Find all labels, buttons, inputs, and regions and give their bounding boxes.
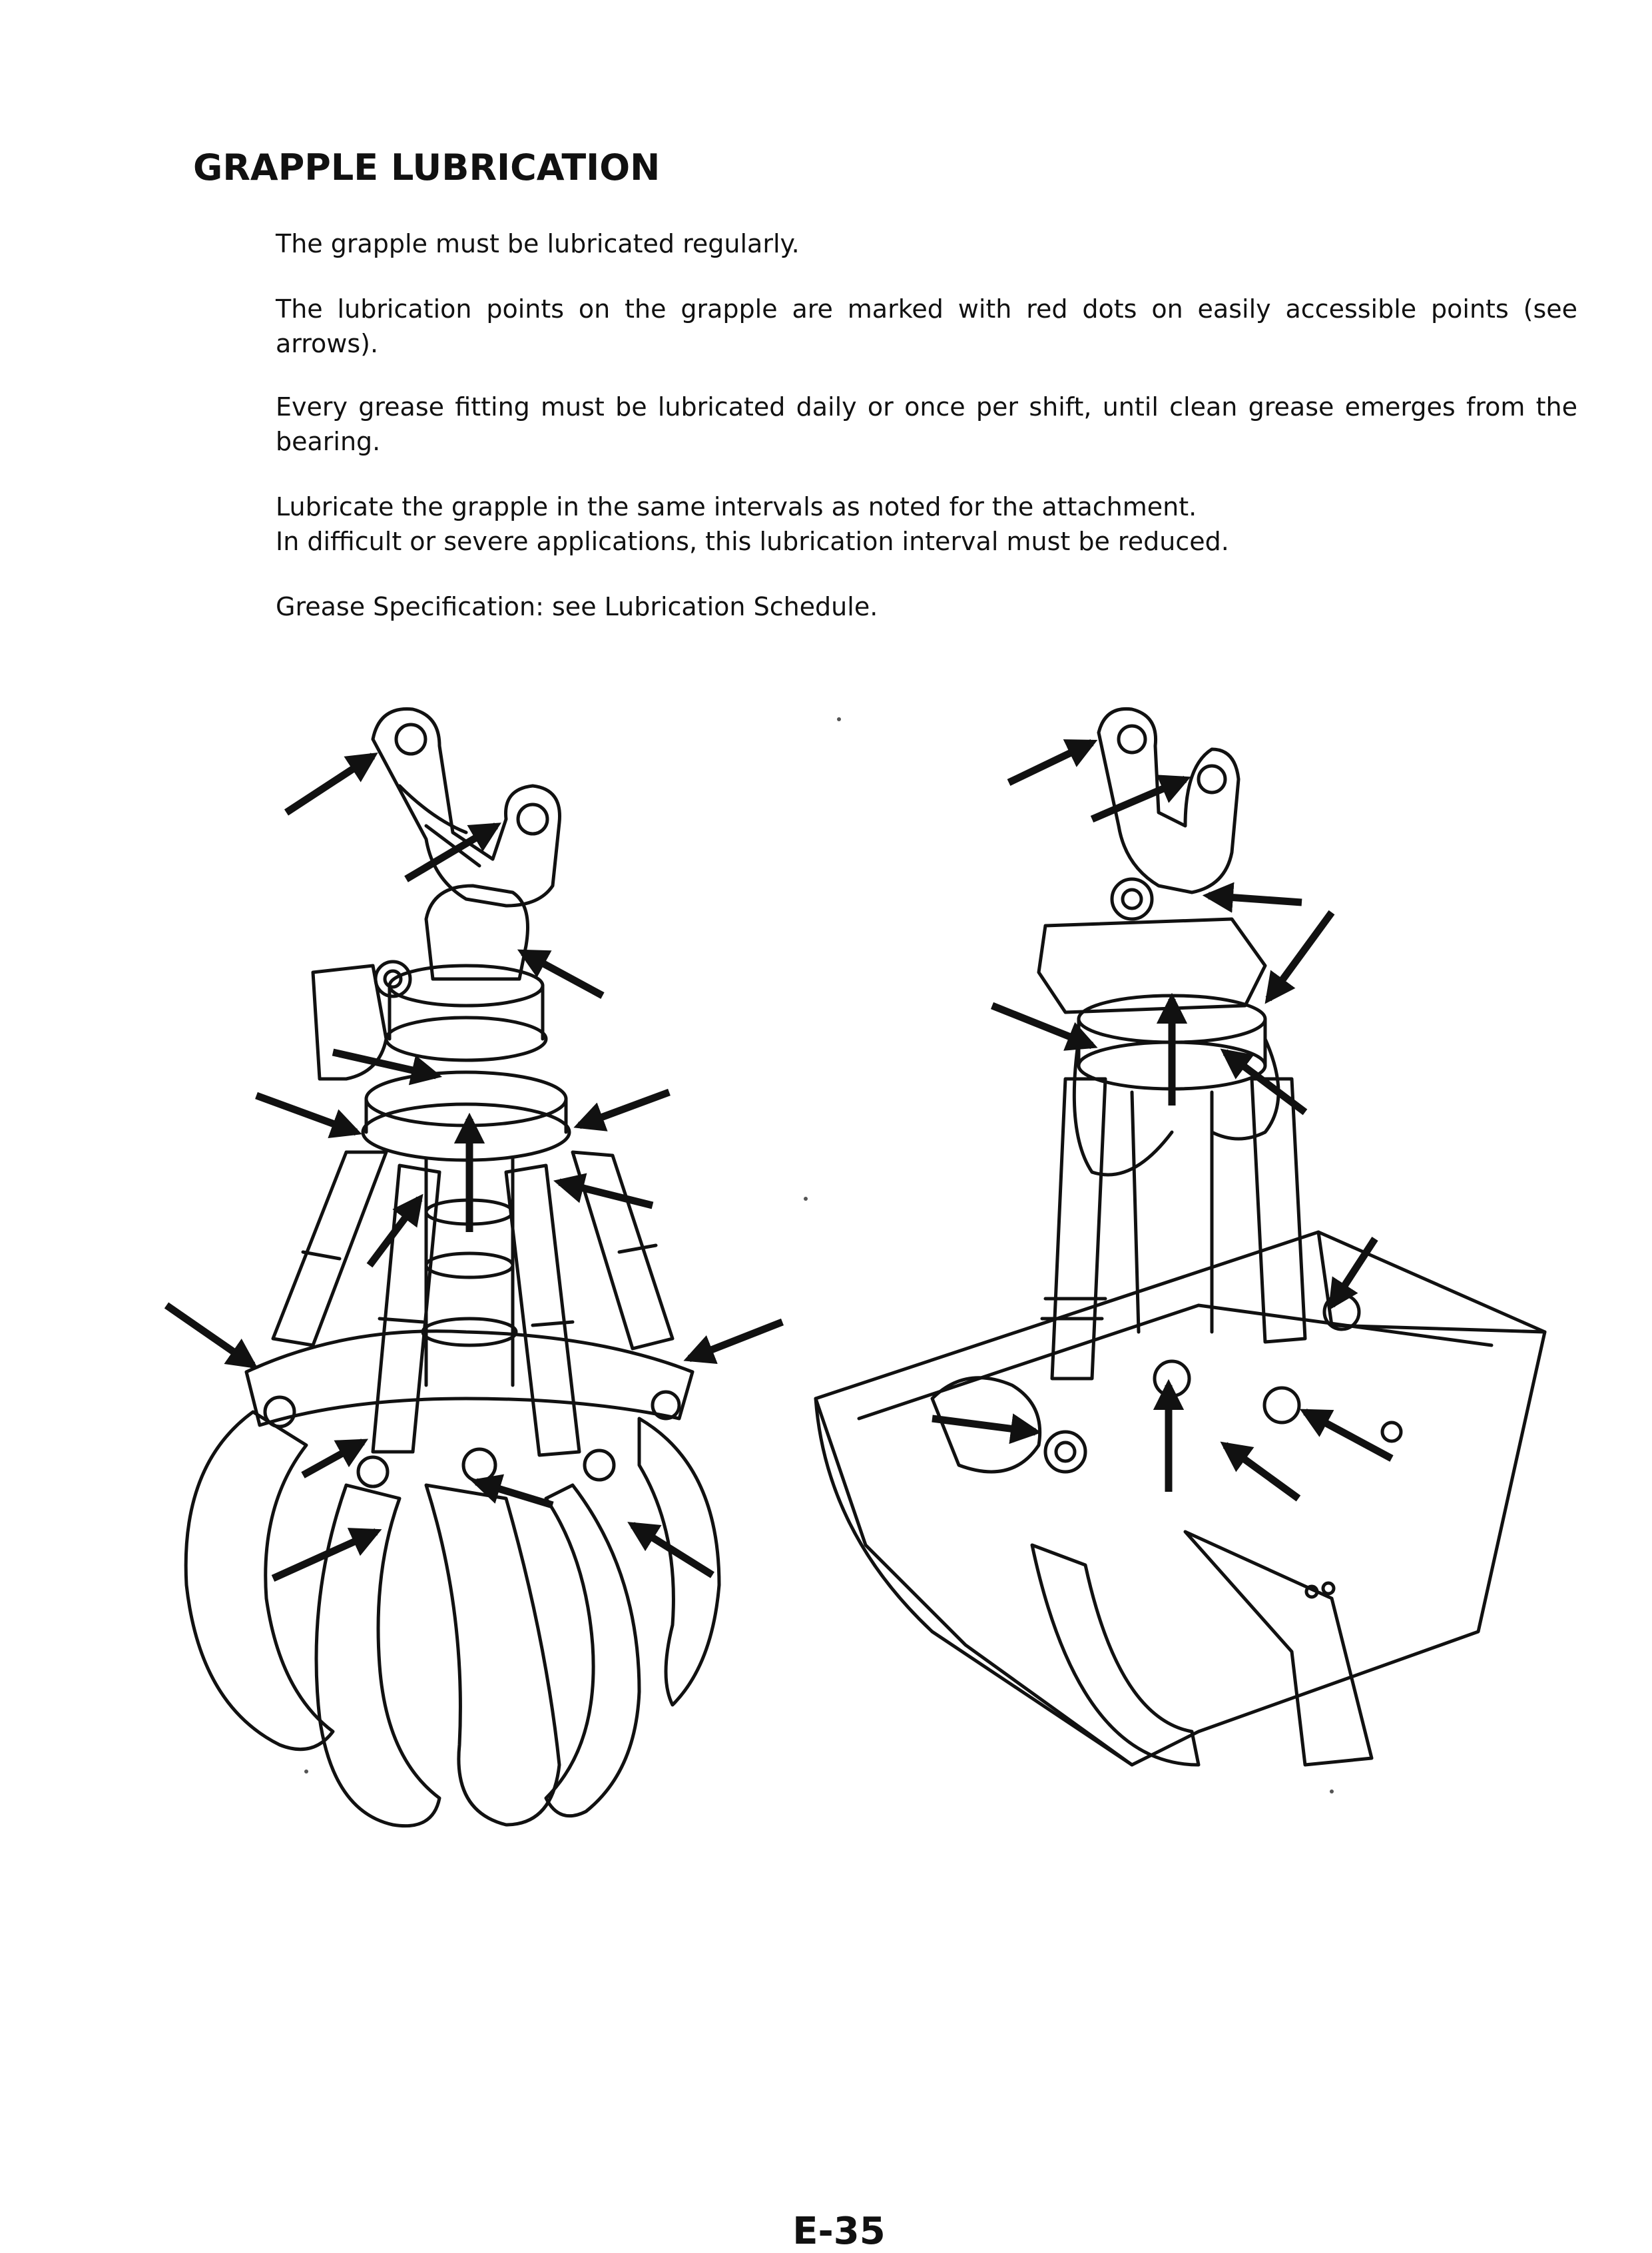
lubrication-arrow	[406, 826, 496, 879]
left-cylinder-3	[506, 1165, 579, 1455]
lubrication-arrow	[633, 1525, 712, 1575]
right-clevis-bracket	[1099, 709, 1239, 892]
lubrication-arrow	[992, 1006, 1092, 1046]
left-cylinder-2	[373, 1165, 439, 1452]
lubrication-arrow	[1225, 1052, 1305, 1112]
lubrication-arrow	[1268, 912, 1332, 999]
lubrication-arrow	[689, 1322, 782, 1359]
lubrication-arrow	[273, 1532, 376, 1578]
lubrication-arrow	[333, 1052, 436, 1076]
paragraph-lubrication-points: The lubrication points on the grapple are marked with red dots on easily accessible points (see arrows).	[276, 294, 1577, 358]
left-tine-5	[639, 1419, 719, 1705]
lubrication-arrow	[166, 1305, 253, 1365]
left-lubrication-arrows	[166, 756, 782, 1578]
left-tine-3	[426, 1485, 559, 1825]
left-clevis-bracket	[373, 709, 560, 906]
orange-peel-grapple-drawing	[186, 709, 719, 1826]
page-title: GRAPPLE LUBRICATION	[193, 147, 661, 188]
lubrication-arrow	[932, 1419, 1035, 1432]
right-bucket-shell	[816, 1232, 1545, 1765]
lubrication-arrow	[1332, 1239, 1375, 1305]
lubrication-arrow	[303, 1442, 363, 1475]
left-cylinder-4	[573, 1152, 673, 1349]
lubrication-arrow	[476, 1482, 553, 1505]
lubrication-arrow	[370, 1199, 419, 1265]
lubrication-arrow	[1305, 1412, 1392, 1458]
left-tine-1	[186, 1412, 333, 1750]
paragraph-severe-applications: In difficult or severe applications, this lubrication interval must be reduced.	[276, 527, 1229, 556]
right-cylinder-1	[1052, 1079, 1105, 1379]
right-cylinder-2	[1252, 1079, 1305, 1342]
lubrication-arrow	[1209, 896, 1302, 902]
left-swivel-joint	[426, 886, 528, 979]
lubrication-arrow	[579, 1092, 669, 1126]
paragraph-grease-specification: Grease Specification: see Lubrication Schedule.	[276, 592, 878, 621]
lubrication-arrow	[286, 756, 373, 812]
right-lubrication-arrows	[932, 743, 1392, 1498]
left-tine-4	[546, 1485, 639, 1816]
paragraph-regular-lubrication: The grapple must be lubricated regularly.	[276, 229, 800, 258]
clamshell-bucket-grapple-drawing	[816, 709, 1545, 1765]
paragraph-intervals: Lubricate the grapple in the same intervals as noted for the attachment.	[276, 492, 1197, 521]
lubrication-arrow	[256, 1096, 356, 1132]
lubrication-arrow	[523, 952, 603, 996]
lubrication-arrow	[559, 1182, 653, 1205]
right-rotator-head	[1039, 919, 1265, 1012]
lubrication-arrow	[1092, 779, 1185, 819]
lubrication-arrow	[1225, 1445, 1298, 1498]
page-number: E-35	[792, 2210, 886, 2253]
left-tine-2	[316, 1485, 439, 1826]
left-hose-guard	[313, 966, 386, 1079]
lubrication-arrow	[1009, 743, 1092, 783]
paragraph-grease-fitting: Every grease fitting must be lubricated daily or once per shift, until clean grease emerges from the bearing.	[276, 392, 1577, 456]
left-cylinder-1	[273, 1152, 386, 1345]
